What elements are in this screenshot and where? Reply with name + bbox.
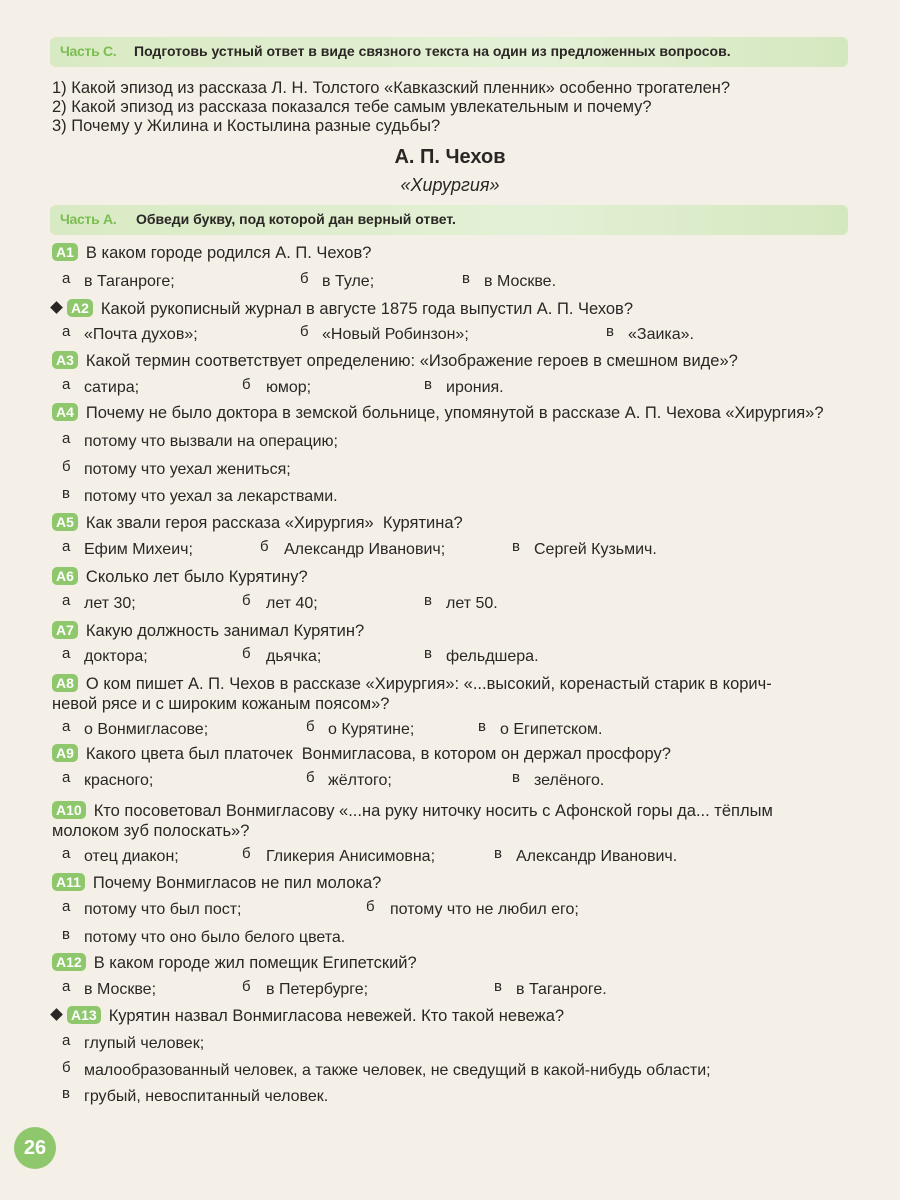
option-c[interactable]	[478, 718, 603, 739]
option-text: лет 50.	[446, 595, 498, 612]
option-text: Ефим Михеич;	[84, 541, 193, 558]
option-text: в Таганроге;	[84, 273, 175, 290]
option-letter[interactable]: а	[62, 845, 71, 862]
option-letter[interactable]: в	[606, 323, 614, 340]
question-a4	[52, 403, 824, 423]
question-badge: A12	[52, 953, 86, 971]
option-letter[interactable]: б	[62, 458, 71, 475]
essay-question: 2) Какой эпизод из рассказа показался тебе самым увлекательным и почему?	[52, 98, 652, 116]
option-c[interactable]	[424, 645, 539, 666]
option-letter[interactable]: в	[62, 1085, 70, 1102]
option-a[interactable]	[62, 376, 140, 397]
question-badge: A5	[52, 513, 78, 531]
option-letter[interactable]: а	[62, 645, 71, 662]
part-a-instruction: Обведи букву, под которой дан верный ответ.	[136, 211, 456, 227]
option-text: Александр Иванович;	[284, 541, 446, 558]
option-c[interactable]	[606, 323, 694, 344]
option-text: в Петербурге;	[266, 981, 369, 998]
option-b[interactable]	[306, 718, 415, 739]
option-letter[interactable]: б	[242, 592, 251, 609]
question-text: В каком городе жил помещик Египетский?	[93, 954, 417, 972]
option-a[interactable]	[62, 323, 198, 344]
part-a-label: Часть А.	[60, 211, 117, 227]
option-c[interactable]	[462, 270, 557, 291]
part-a-header	[50, 205, 848, 235]
option-text: лет 40;	[266, 595, 318, 612]
question-text: Какой рукописный журнал в августе 1875 года выпустил А. П. Чехов?	[100, 300, 633, 318]
page-number: 26	[14, 1127, 56, 1169]
option-b[interactable]	[62, 1059, 711, 1080]
option-letter[interactable]: а	[62, 430, 71, 447]
option-b[interactable]	[300, 270, 375, 291]
option-text: отец диакон;	[84, 848, 179, 865]
option-b[interactable]	[260, 538, 446, 559]
option-text: доктора;	[84, 648, 148, 665]
option-c[interactable]	[424, 592, 498, 613]
option-letter[interactable]: в	[512, 538, 520, 555]
option-letter[interactable]: б	[242, 376, 251, 393]
option-letter[interactable]: б	[62, 1059, 71, 1076]
option-text: лет 30;	[84, 595, 136, 612]
option-letter[interactable]: а	[62, 376, 71, 393]
essay-question: 1) Какой эпизод из рассказа Л. Н. Толстого «Кавказский пленник» особенно трогателен?	[52, 79, 731, 97]
option-letter[interactable]: б	[300, 270, 309, 287]
option-text: красного;	[84, 772, 154, 789]
option-text: Гликерия Анисимовна;	[266, 848, 436, 865]
work-title: «Хирургия»	[400, 175, 500, 195]
question-text: Почему Вонмигласов не пил молока?	[92, 874, 382, 892]
option-b[interactable]	[242, 592, 318, 613]
option-letter[interactable]: а	[62, 978, 71, 995]
option-c[interactable]	[62, 926, 346, 947]
option-text: о Курятине;	[328, 721, 415, 738]
option-b[interactable]	[242, 376, 312, 397]
option-letter[interactable]: а	[62, 1032, 71, 1049]
option-letter[interactable]: б	[242, 845, 251, 862]
question-text: Курятин назвал Вонмигласова невежей. Кто такой невежа?	[108, 1007, 565, 1025]
option-letter[interactable]: б	[306, 769, 315, 786]
option-text: жёлтого;	[328, 772, 392, 789]
option-b[interactable]	[242, 645, 322, 666]
question-a5	[52, 513, 463, 533]
option-letter[interactable]: а	[62, 270, 71, 287]
option-a[interactable]	[62, 538, 193, 559]
question-a8	[52, 674, 772, 694]
diamond-icon	[50, 301, 63, 314]
option-letter[interactable]: в	[424, 645, 432, 662]
option-letter[interactable]: а	[62, 538, 71, 555]
option-text: Сергей Кузьмич.	[534, 541, 657, 558]
option-text: о Египетском.	[500, 721, 603, 738]
option-letter[interactable]: а	[62, 769, 71, 786]
option-a[interactable]	[62, 1032, 205, 1053]
option-letter[interactable]: в	[424, 592, 432, 609]
question-a11	[52, 873, 381, 893]
option-letter[interactable]: б	[300, 323, 309, 340]
option-text: потому что оно было белого цвета.	[84, 929, 346, 946]
option-c[interactable]	[494, 978, 607, 999]
option-letter[interactable]: б	[260, 538, 269, 555]
option-a[interactable]	[62, 718, 209, 739]
option-text: зелёного.	[534, 772, 605, 789]
option-letter[interactable]: а	[62, 323, 71, 340]
option-letter[interactable]: а	[62, 898, 71, 915]
question-text: Сколько лет было Курятину?	[85, 568, 308, 586]
question-a13	[52, 1006, 564, 1026]
option-a[interactable]	[62, 845, 179, 866]
question-badge: A9	[52, 744, 78, 762]
option-c[interactable]	[62, 485, 338, 506]
option-text: «Почта духов»;	[84, 326, 198, 343]
option-b[interactable]	[366, 898, 579, 919]
question-a3	[52, 351, 738, 371]
question-text: Кто посоветовал Вонмигласову «...на руку ниточку носить с Афонской горы да... тёплым	[93, 802, 773, 820]
option-c[interactable]	[494, 845, 678, 866]
option-letter[interactable]: в	[424, 376, 432, 393]
option-c[interactable]	[62, 1085, 329, 1106]
option-letter[interactable]: б	[306, 718, 315, 735]
question-a6	[52, 567, 308, 587]
option-text: в Москве.	[484, 273, 557, 290]
question-a10-cont: молоком зуб полоскать»?	[52, 822, 250, 840]
option-text: о Вонмигласове;	[84, 721, 209, 738]
question-text: Как звали героя рассказа «Хирургия» Курятина?	[85, 514, 463, 532]
option-letter[interactable]: б	[366, 898, 375, 915]
option-a[interactable]	[62, 645, 148, 666]
option-text: «Заика».	[628, 326, 694, 343]
option-text: Александр Иванович.	[516, 848, 678, 865]
option-text: сатира;	[84, 379, 140, 396]
option-letter[interactable]: в	[62, 926, 70, 943]
option-text: в Таганроге.	[516, 981, 607, 998]
option-text: дьячка;	[266, 648, 322, 665]
question-badge: A3	[52, 351, 78, 369]
option-text: в Москве;	[84, 981, 157, 998]
part-c-instruction: Подготовь устный ответ в виде связного текста на один из предложенных вопросов.	[134, 43, 731, 59]
option-c[interactable]	[424, 376, 504, 397]
option-letter[interactable]: а	[62, 592, 71, 609]
question-text: Какого цвета был платочек Вонмигласова, в котором он держал просфору?	[85, 745, 671, 763]
part-c-label: Часть С.	[60, 43, 117, 59]
question-badge: A13	[67, 1006, 101, 1024]
option-letter[interactable]: в	[462, 270, 470, 287]
author-title: А. П. Чехов	[394, 146, 506, 168]
option-a[interactable]	[62, 270, 175, 291]
option-letter[interactable]: в	[494, 978, 502, 995]
question-badge: A8	[52, 674, 78, 692]
question-badge: A1	[52, 243, 78, 261]
question-a9	[52, 744, 671, 764]
option-b[interactable]	[300, 323, 469, 344]
option-text: грубый, невоспитанный человек.	[84, 1088, 329, 1105]
option-a[interactable]	[62, 592, 136, 613]
question-text: В каком городе родился А. П. Чехов?	[85, 244, 372, 262]
question-text: Какую должность занимал Курятин?	[85, 622, 365, 640]
question-text: Почему не было доктора в земской больнице, упомянутой в рассказе А. П. Чехова «Хирургия»?	[85, 404, 824, 422]
option-a[interactable]	[62, 898, 242, 919]
question-a12	[52, 953, 417, 973]
option-b[interactable]	[242, 978, 369, 999]
question-a1	[52, 243, 371, 263]
question-badge: A4	[52, 403, 78, 421]
option-text: потому что вызвали на операцию;	[84, 433, 338, 450]
option-text: в Туле;	[322, 273, 375, 290]
option-text: малообразованный человек, а также человек, не сведущий в какой-нибудь области;	[84, 1062, 711, 1079]
option-b[interactable]	[242, 845, 436, 866]
option-text: потому что был пост;	[84, 901, 242, 918]
question-badge: A2	[67, 299, 93, 317]
option-a[interactable]	[62, 978, 157, 999]
option-letter[interactable]: б	[242, 645, 251, 662]
option-text: глупый человек;	[84, 1035, 205, 1052]
option-c[interactable]	[512, 538, 657, 559]
option-text: потому что уехал жениться;	[84, 461, 291, 478]
option-text: потому что не любил его;	[390, 901, 579, 918]
question-badge: A11	[52, 873, 85, 891]
question-badge: A6	[52, 567, 78, 585]
question-badge: A7	[52, 621, 78, 639]
part-c-header	[50, 37, 848, 67]
question-text: Какой термин соответствует определению: «Изображение героев в смешном виде»?	[85, 352, 738, 370]
option-text: фельдшера.	[446, 648, 539, 665]
question-a7	[52, 621, 364, 641]
option-c[interactable]	[512, 769, 605, 790]
option-letter[interactable]: в	[494, 845, 502, 862]
option-letter[interactable]: б	[242, 978, 251, 995]
question-a10	[52, 801, 773, 821]
option-text: юмор;	[266, 379, 312, 396]
option-a[interactable]	[62, 769, 154, 790]
question-a8-cont: невой рясе и с широким кожаным поясом»?	[52, 695, 390, 713]
option-text: «Новый Робинзон»;	[322, 326, 469, 343]
option-letter[interactable]: а	[62, 718, 71, 735]
question-badge: A10	[52, 801, 86, 819]
option-text: ирония.	[446, 379, 504, 396]
option-letter[interactable]: в	[62, 485, 70, 502]
option-b[interactable]	[306, 769, 392, 790]
essay-question: 3) Почему у Жилина и Костылина разные судьбы?	[52, 117, 441, 135]
option-text: потому что уехал за лекарствами.	[84, 488, 338, 505]
question-text: О ком пишет А. П. Чехов в рассказе «Хирургия»: «...высокий, коренастый старик в корич-	[85, 675, 772, 693]
option-letter[interactable]: в	[512, 769, 520, 786]
diamond-icon	[50, 1008, 63, 1021]
question-a2	[52, 299, 633, 319]
option-letter[interactable]: в	[478, 718, 486, 735]
option-a[interactable]	[62, 430, 338, 451]
option-b[interactable]	[62, 458, 291, 479]
